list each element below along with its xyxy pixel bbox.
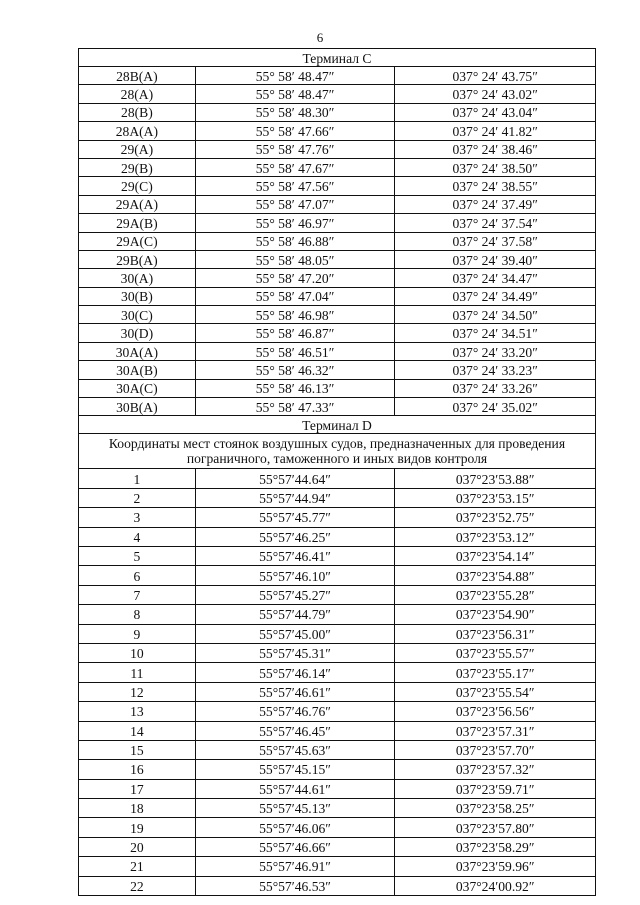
stand-number-cell: 2 bbox=[79, 488, 196, 507]
stand-number-cell: 30B(A) bbox=[79, 398, 196, 416]
stand-number-cell: 18 bbox=[79, 799, 196, 818]
longitude-cell: 037° 24′ 38.46″ bbox=[395, 140, 596, 158]
longitude-cell: 037° 24′ 33.26″ bbox=[395, 379, 596, 397]
latitude-cell: 55°57′46.06″ bbox=[195, 818, 395, 837]
longitude-cell: 037°23′55.57″ bbox=[395, 643, 596, 662]
table-row bbox=[79, 232, 596, 250]
table-row bbox=[79, 67, 596, 85]
stand-number-cell: 29(B) bbox=[79, 158, 196, 176]
longitude-cell: 037° 24′ 37.58″ bbox=[395, 232, 596, 250]
table-row bbox=[79, 324, 596, 342]
latitude-cell: 55° 58′ 46.87″ bbox=[195, 324, 395, 342]
stand-number-cell: 8 bbox=[79, 605, 196, 624]
latitude-cell: 55° 58′ 47.67″ bbox=[195, 158, 395, 176]
table-row bbox=[79, 643, 596, 662]
table-row bbox=[79, 379, 596, 397]
table-row bbox=[79, 740, 596, 759]
latitude-cell: 55°57′46.41″ bbox=[195, 546, 395, 565]
stand-number-cell: 30A(C) bbox=[79, 379, 196, 397]
table-row bbox=[79, 721, 596, 740]
table-row bbox=[79, 250, 596, 268]
latitude-cell: 55°57′44.79″ bbox=[195, 605, 395, 624]
table-row bbox=[79, 214, 596, 232]
table-row bbox=[79, 682, 596, 701]
longitude-cell: 037° 24′ 43.02″ bbox=[395, 85, 596, 103]
latitude-cell: 55°57′45.00″ bbox=[195, 624, 395, 643]
longitude-cell: 037° 24′ 38.50″ bbox=[395, 158, 596, 176]
table-row bbox=[79, 818, 596, 837]
latitude-cell: 55° 58′ 47.04″ bbox=[195, 287, 395, 305]
table-row bbox=[79, 585, 596, 604]
latitude-cell: 55° 58′ 46.88″ bbox=[195, 232, 395, 250]
stand-number-cell: 19 bbox=[79, 818, 196, 837]
stand-number-cell: 22 bbox=[79, 876, 196, 895]
longitude-cell: 037°23′57.31″ bbox=[395, 721, 596, 740]
stand-number-cell: 9 bbox=[79, 624, 196, 643]
stand-number-cell: 16 bbox=[79, 760, 196, 779]
terminal-c-header-row bbox=[79, 49, 596, 67]
terminal-d-title: Терминал D bbox=[79, 416, 596, 434]
stand-number-cell: 17 bbox=[79, 779, 196, 798]
table-row bbox=[79, 122, 596, 140]
stand-number-cell: 3 bbox=[79, 508, 196, 527]
longitude-cell: 037°23′56.56″ bbox=[395, 702, 596, 721]
stand-number-cell: 29(A) bbox=[79, 140, 196, 158]
latitude-cell: 55° 58′ 47.33″ bbox=[195, 398, 395, 416]
table-row bbox=[79, 546, 596, 565]
longitude-cell: 037°23′56.31″ bbox=[395, 624, 596, 643]
latitude-cell: 55° 58′ 47.76″ bbox=[195, 140, 395, 158]
latitude-cell: 55°57′45.13″ bbox=[195, 799, 395, 818]
stand-number-cell: 28(B) bbox=[79, 103, 196, 121]
longitude-cell: 037°23′57.80″ bbox=[395, 818, 596, 837]
stand-number-cell: 29A(C) bbox=[79, 232, 196, 250]
table-row bbox=[79, 85, 596, 103]
table-row bbox=[79, 837, 596, 856]
longitude-cell: 037°23′59.71″ bbox=[395, 779, 596, 798]
stand-number-cell: 29A(B) bbox=[79, 214, 196, 232]
longitude-cell: 037°23′53.12″ bbox=[395, 527, 596, 546]
longitude-cell: 037° 24′ 33.23″ bbox=[395, 361, 596, 379]
longitude-cell: 037°23′59.96″ bbox=[395, 857, 596, 876]
longitude-cell: 037°23′53.88″ bbox=[395, 469, 596, 488]
stand-number-cell: 29B(A) bbox=[79, 250, 196, 268]
latitude-cell: 55°57′44.64″ bbox=[195, 469, 395, 488]
latitude-cell: 55° 58′ 48.47″ bbox=[195, 67, 395, 85]
stand-number-cell: 30(C) bbox=[79, 306, 196, 324]
longitude-cell: 037° 24′ 43.04″ bbox=[395, 103, 596, 121]
stand-number-cell: 21 bbox=[79, 857, 196, 876]
terminal-c-title: Терминал С bbox=[79, 49, 596, 67]
stand-number-cell: 1 bbox=[79, 469, 196, 488]
longitude-cell: 037°23′58.25″ bbox=[395, 799, 596, 818]
stand-number-cell: 7 bbox=[79, 585, 196, 604]
stand-number-cell: 29A(A) bbox=[79, 195, 196, 213]
stand-number-cell: 30(D) bbox=[79, 324, 196, 342]
latitude-cell: 55° 58′ 46.97″ bbox=[195, 214, 395, 232]
latitude-cell: 55° 58′ 47.56″ bbox=[195, 177, 395, 195]
latitude-cell: 55°57′46.66″ bbox=[195, 837, 395, 856]
table-row bbox=[79, 876, 596, 895]
table-row bbox=[79, 361, 596, 379]
table-row bbox=[79, 663, 596, 682]
latitude-cell: 55° 58′ 47.20″ bbox=[195, 269, 395, 287]
stand-number-cell: 28B(A) bbox=[79, 67, 196, 85]
table-row bbox=[79, 469, 596, 488]
stand-number-cell: 6 bbox=[79, 566, 196, 585]
table-row bbox=[79, 624, 596, 643]
latitude-cell: 55° 58′ 48.05″ bbox=[195, 250, 395, 268]
table-row bbox=[79, 605, 596, 624]
latitude-cell: 55° 58′ 46.13″ bbox=[195, 379, 395, 397]
stand-number-cell: 30(A) bbox=[79, 269, 196, 287]
latitude-cell: 55°57′45.31″ bbox=[195, 643, 395, 662]
table-row bbox=[79, 488, 596, 507]
stand-number-cell: 29(C) bbox=[79, 177, 196, 195]
longitude-cell: 037°23′55.17″ bbox=[395, 663, 596, 682]
stand-number-cell: 28A(A) bbox=[79, 122, 196, 140]
longitude-cell: 037°23′55.54″ bbox=[395, 682, 596, 701]
stand-number-cell: 30A(A) bbox=[79, 342, 196, 360]
stand-number-cell: 14 bbox=[79, 721, 196, 740]
latitude-cell: 55°57′45.77″ bbox=[195, 508, 395, 527]
stand-number-cell: 30A(B) bbox=[79, 361, 196, 379]
latitude-cell: 55°57′46.91″ bbox=[195, 857, 395, 876]
stand-number-cell: 5 bbox=[79, 546, 196, 565]
latitude-cell: 55° 58′ 46.51″ bbox=[195, 342, 395, 360]
latitude-cell: 55°57′46.61″ bbox=[195, 682, 395, 701]
latitude-cell: 55°57′44.94″ bbox=[195, 488, 395, 507]
table-row bbox=[79, 566, 596, 585]
latitude-cell: 55° 58′ 48.30″ bbox=[195, 103, 395, 121]
table-row bbox=[79, 702, 596, 721]
latitude-cell: 55° 58′ 48.47″ bbox=[195, 85, 395, 103]
latitude-cell: 55° 58′ 47.66″ bbox=[195, 122, 395, 140]
table-row bbox=[79, 342, 596, 360]
stand-number-cell: 20 bbox=[79, 837, 196, 856]
longitude-cell: 037°23′54.90″ bbox=[395, 605, 596, 624]
longitude-cell: 037°23′53.15″ bbox=[395, 488, 596, 507]
longitude-cell: 037° 24′ 38.55″ bbox=[395, 177, 596, 195]
longitude-cell: 037° 24′ 37.54″ bbox=[395, 214, 596, 232]
latitude-cell: 55°57′46.14″ bbox=[195, 663, 395, 682]
longitude-cell: 037°24′00.92″ bbox=[395, 876, 596, 895]
stand-number-cell: 11 bbox=[79, 663, 196, 682]
terminal-d-note: Координаты мест стоянок воздушных судов, предназначенных для проведения пограничного, таможенного и иных видов контроля bbox=[79, 434, 596, 469]
stand-number-cell: 12 bbox=[79, 682, 196, 701]
page-number: 6 bbox=[316, 30, 324, 45]
terminal-d-header-row bbox=[79, 416, 596, 434]
latitude-cell: 55°57′44.61″ bbox=[195, 779, 395, 798]
table-row bbox=[79, 760, 596, 779]
longitude-cell: 037° 24′ 33.20″ bbox=[395, 342, 596, 360]
latitude-cell: 55°57′46.53″ bbox=[195, 876, 395, 895]
table-row bbox=[79, 177, 596, 195]
stand-number-cell: 4 bbox=[79, 527, 196, 546]
longitude-cell: 037°23′54.14″ bbox=[395, 546, 596, 565]
longitude-cell: 037°23′54.88″ bbox=[395, 566, 596, 585]
latitude-cell: 55°57′45.27″ bbox=[195, 585, 395, 604]
latitude-cell: 55°57′45.63″ bbox=[195, 740, 395, 759]
longitude-cell: 037° 24′ 34.49″ bbox=[395, 287, 596, 305]
latitude-cell: 55° 58′ 46.32″ bbox=[195, 361, 395, 379]
latitude-cell: 55°57′45.15″ bbox=[195, 760, 395, 779]
table-row bbox=[79, 103, 596, 121]
longitude-cell: 037°23′57.70″ bbox=[395, 740, 596, 759]
longitude-cell: 037° 24′ 39.40″ bbox=[395, 250, 596, 268]
longitude-cell: 037° 24′ 43.75″ bbox=[395, 67, 596, 85]
longitude-cell: 037° 24′ 34.51″ bbox=[395, 324, 596, 342]
stand-number-cell: 15 bbox=[79, 740, 196, 759]
table-row bbox=[79, 287, 596, 305]
latitude-cell: 55°57′46.45″ bbox=[195, 721, 395, 740]
table-row bbox=[79, 306, 596, 324]
stand-number-cell: 13 bbox=[79, 702, 196, 721]
table-row bbox=[79, 195, 596, 213]
table-row bbox=[79, 508, 596, 527]
longitude-cell: 037°23′58.29″ bbox=[395, 837, 596, 856]
table-row bbox=[79, 140, 596, 158]
longitude-cell: 037° 24′ 34.47″ bbox=[395, 269, 596, 287]
stand-number-cell: 28(A) bbox=[79, 85, 196, 103]
longitude-cell: 037°23′57.32″ bbox=[395, 760, 596, 779]
longitude-cell: 037°23′52.75″ bbox=[395, 508, 596, 527]
terminal-d-note-row bbox=[79, 434, 596, 469]
longitude-cell: 037° 24′ 35.02″ bbox=[395, 398, 596, 416]
longitude-cell: 037° 24′ 41.82″ bbox=[395, 122, 596, 140]
terminal-c-section bbox=[79, 49, 596, 416]
latitude-cell: 55° 58′ 47.07″ bbox=[195, 195, 395, 213]
table-row bbox=[79, 158, 596, 176]
longitude-cell: 037°23′55.28″ bbox=[395, 585, 596, 604]
table-row bbox=[79, 269, 596, 287]
coordinates-table bbox=[78, 48, 596, 896]
stand-number-cell: 30(B) bbox=[79, 287, 196, 305]
table-row bbox=[79, 799, 596, 818]
latitude-cell: 55°57′46.10″ bbox=[195, 566, 395, 585]
table-row bbox=[79, 857, 596, 876]
latitude-cell: 55° 58′ 46.98″ bbox=[195, 306, 395, 324]
table-row bbox=[79, 398, 596, 416]
terminal-d-section bbox=[79, 416, 596, 896]
table-row bbox=[79, 779, 596, 798]
table-row bbox=[79, 527, 596, 546]
latitude-cell: 55°57′46.25″ bbox=[195, 527, 395, 546]
longitude-cell: 037° 24′ 37.49″ bbox=[395, 195, 596, 213]
latitude-cell: 55°57′46.76″ bbox=[195, 702, 395, 721]
stand-number-cell: 10 bbox=[79, 643, 196, 662]
longitude-cell: 037° 24′ 34.50″ bbox=[395, 306, 596, 324]
